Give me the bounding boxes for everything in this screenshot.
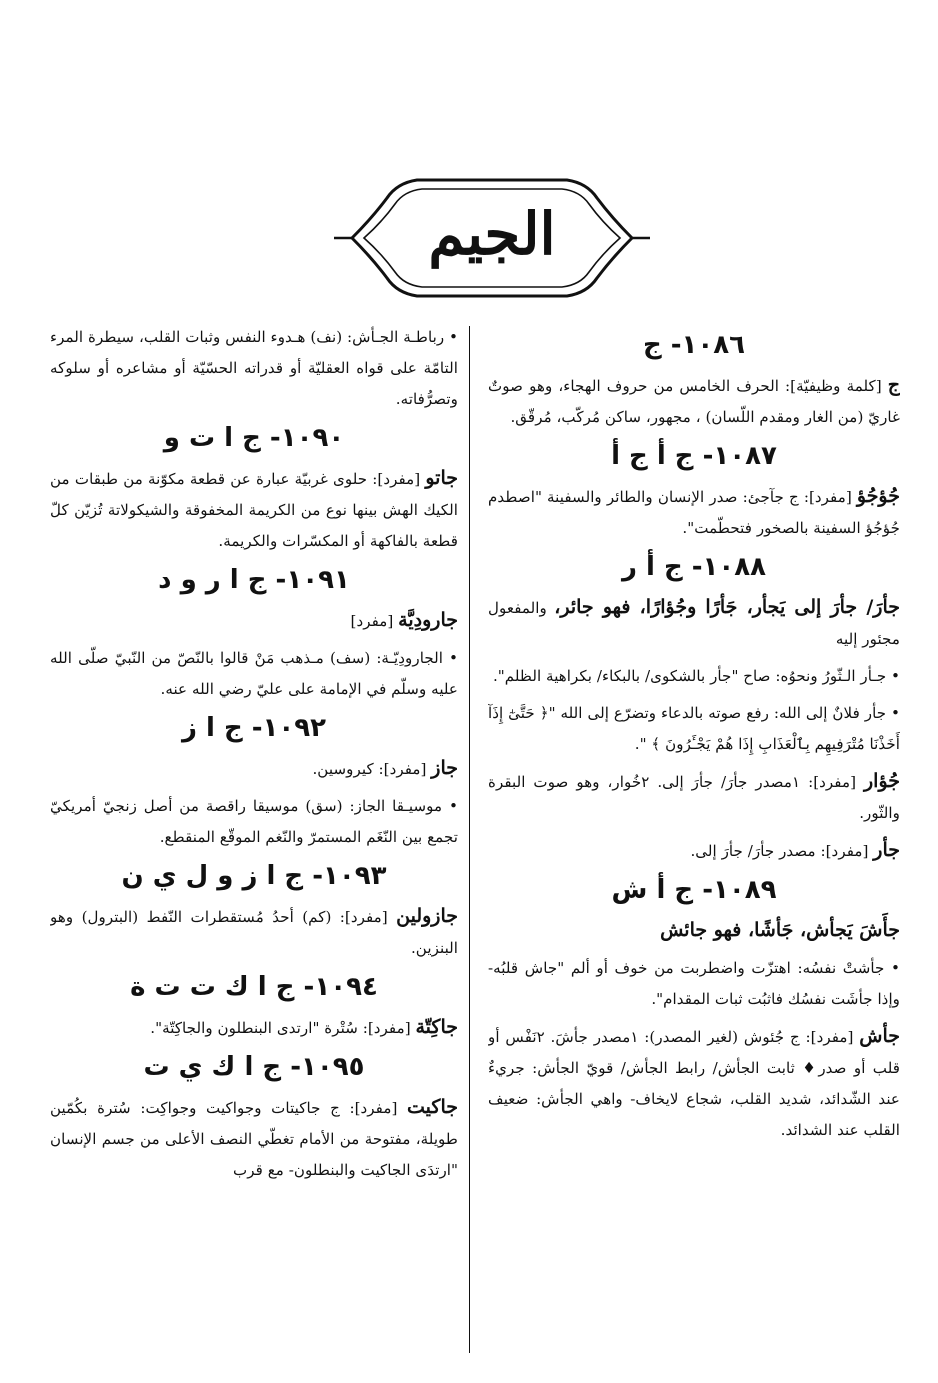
headword: جاز <box>431 757 458 779</box>
headword: جاتو <box>425 467 458 489</box>
entry-definition: • جأشتْ نفسُه: اهتزّت واضطربت من خوف أو ألم "جاش قلبُه- وإذا جأشَت نفسُك فاثبُت ثبات المقدام". <box>488 959 900 1008</box>
headword: جأش <box>859 1025 900 1047</box>
dictionary-entry <box>50 463 458 557</box>
entry-definition: [مفرد]: سُتْرة "ارتدى البنطلون والجاكِتّة". <box>150 1019 416 1037</box>
dictionary-entry <box>50 1092 458 1186</box>
dictionary-entry <box>488 953 900 1015</box>
dictionary-entry <box>488 481 900 544</box>
headword: جُؤار <box>864 770 900 792</box>
entry-root-heading: ١٠٩٠- ج ا ت و <box>163 423 345 453</box>
dictionary-entry <box>50 605 458 637</box>
dictionary-entry <box>488 766 900 829</box>
chapter-title: الجيم <box>428 200 556 268</box>
headword: ج <box>887 374 900 396</box>
dictionary-entry <box>488 835 900 867</box>
dictionary-entry <box>488 915 900 947</box>
entry-definition: [مفرد]: ج جاكيتات وجواكيت وجواكِت: سُترة بكُمّين طويلة، مفتوحة من الأمام تغطّي النصف الأعلى من جسم الإنسان "ارتدَى الجاكيت والبنطلون- مع قرب <box>50 1099 458 1179</box>
headword: جاكِتّة <box>415 1016 458 1038</box>
dictionary-entry <box>50 753 458 785</box>
entry-definition: • جـأر الـثّورُ ونحوُه: صاح "جأر بالشكوى/ بالبكاء/ بكراهية الظلم". <box>492 667 900 685</box>
headword: جأرَ/ جأرَ إلى يَجأر، جَأرًا وجُؤارًا، فهو جائر، <box>554 596 900 618</box>
headword: جأَشَ يَجأش، جَأشًا، فهو جائش <box>660 919 900 941</box>
column-divider <box>469 326 470 1353</box>
dictionary-entry <box>50 322 458 415</box>
headword: جازولين <box>396 905 458 927</box>
entry-definition: [مفرد]: كيروسين. <box>312 760 432 778</box>
headword: جُؤجُؤ <box>856 485 900 507</box>
dictionary-entry <box>488 370 900 433</box>
entry-definition: [مفرد]: ١مصدر جأرَ/ جأرَ إلى. ٢خُوار، وهو صوت البقرة والثّور. <box>488 773 900 822</box>
entry-definition: [مفرد]: ج جُئوش (لغير المصدر): ١مصدر جأشَ. ٢نَفْس أو قلب أو صدر♦ ثابت الجأش/ رابط الجأش/ قويّ الجأش: جريءٌ عند الشّدائد، شديد القلب، شجاع لايخاف- واهي الجأش: ضعيف القلب عند الشدائد. <box>488 1028 900 1139</box>
dictionary-entry <box>50 643 458 705</box>
entry-definition: [مفرد] <box>350 612 399 630</box>
entry-root-heading: ١٠٩٢- ج ا ز <box>181 713 327 743</box>
dictionary-entry <box>488 661 900 692</box>
headword: جاكيت <box>407 1096 458 1118</box>
entry-root-heading: ١٠٩٤- ج ا ك ت ت ة <box>130 972 378 1002</box>
entry-definition: • موسيـقا الجاز: (سق) موسيقا راقصة من أصل زنجيّ أمريكيّ تجمع بين النّغَم المستمرّ والنّغم الموقّع المنقطع. <box>50 797 458 846</box>
entry-definition: [مفرد]: حلوى غربيّة عبارة عن قطعة مكوّنة من طبقات من الكيك الهش بينها نوع من الكريمة المخفوقة والشيكولاتة تُزيّن كلّ قطعة بالفاكهة أو المكسّرات والكريمة. <box>50 470 458 550</box>
entry-definition: والمفعول مجئور إليه <box>488 599 900 648</box>
entry-root-heading: ١٠٨٨- ج أ ر <box>621 552 767 582</box>
dictionary-entry <box>488 698 900 760</box>
headword: جارودِيَّة <box>398 609 458 631</box>
entry-definition: • الجارودِيّـة: (سف) مـذهب مَنْ قالوا بالنّصّ من النّبيّ صلّى الله عليه وسلّم في الإمامة على عليّ رضي الله عنه. <box>50 649 458 698</box>
chapter-title-frame <box>332 158 652 318</box>
entry-definition: [مفرد]: (كم) أحدُ مُستقطرات النّفط (البترول) وهو البنزين. <box>50 908 458 957</box>
dictionary-entry <box>488 1021 900 1146</box>
entry-definition: [كلمة وظيفيّة]: الحرف الخامس من حروف الهجاء، وهو صوتٌ غاريّ (من الغار ومقدم اللّسان) ، مجهور، ساكن مُركّب، مُرقّق. <box>488 377 900 426</box>
entry-root-heading: ١٠٩٥- ج ا ك ي ت <box>143 1052 365 1082</box>
dictionary-entry <box>50 791 458 853</box>
entry-definition: [مفرد]: مصدر جأرَ/ جأرَ إلى. <box>690 842 874 860</box>
entry-root-heading: ١٠٩٣- ج ا ز و ل ي ن <box>121 861 387 891</box>
entry-definition: • جأر فلانٌ إلى الله: رفع صوته بالدعاء وتضرّع إلى الله "﴿ حَتَّىٰٓ إِذَآ أَخَذْنَا مُتْرَفِيهِم بِٱلْعَذَابِ إِذَا هُمْ يَجْـَٔرُونَ ﴾ ". <box>488 704 900 753</box>
entry-root-heading: ١٠٩١- ج ا ر و د <box>158 565 350 595</box>
dictionary-entry <box>50 1012 458 1044</box>
dictionary-entry <box>488 592 900 655</box>
entry-root-heading: ١٠٨٧- ج أ ج أ <box>611 441 777 471</box>
left-column <box>50 322 458 1365</box>
entry-definition: • رباطـة الجـأش: (نف) هـدوء النفس وثبات القلب، سيطرة المرء التامّة على قواه العقليّة أو قدراته الحسّيّة أو مشاعره أو سلوكه وتصرُّفاته. <box>50 328 458 408</box>
entry-definition: [مفرد]: ج جآجئ: صدر الإنسان والطائر والسفينة "اصطدم جُؤجُؤ السفينة بالصخور فتحطّمت". <box>488 488 900 537</box>
entry-root-heading: ١٠٨٦- ج <box>642 330 746 360</box>
headword: جأر <box>873 839 900 861</box>
entry-root-heading: ١٠٨٩- ج أ ش <box>611 875 777 905</box>
right-column <box>488 322 900 1365</box>
dictionary-entry <box>50 901 458 964</box>
